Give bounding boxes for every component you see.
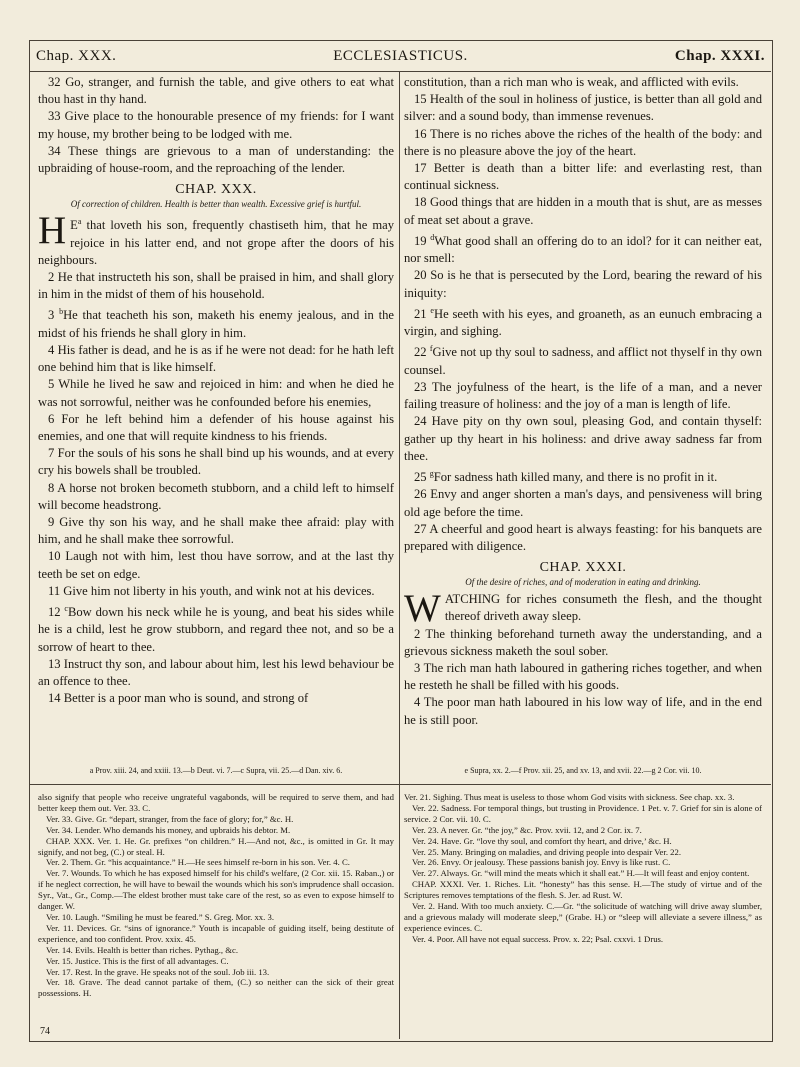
note-entry: Ver. 10. Laugh. “Smiling he must be feared.” S. Greg. Mor. xx. 3. (46, 911, 275, 922)
right-column (404, 74, 762, 754)
verse: 16 There is no riches above the riches of the health of the body: and there is no pleasure above the joy of the heart. (404, 126, 762, 158)
verse: 6 For he left behind him a defender of his house against his enemies, and one that will requite kindness to his friends. (38, 411, 394, 444)
note-entry: Ver. 33. Give. Gr. “depart, stranger, from the face of glory; for,” &c. H. (46, 813, 294, 824)
verse: 21 $^e$He seeth with his eyes, and groaneth, as an eunuch embracing a virgin, and sighing. (404, 305, 762, 339)
note-entry: Ver. 34. Lender. Who demands his money, and upbraids his debtor. M. (46, 824, 291, 835)
commentary-notes-left (38, 792, 394, 1028)
verse: 33 Give place to the honourable presence of my friends: for I want my house, my brother being to be lodged with me. (38, 109, 394, 141)
header-book-title: ECCLESIASTICUS. (333, 48, 468, 64)
verse: 15 Health of the soul in holiness of justice, is better than all gold and silver: and a sound body, than immense revenues. (404, 92, 762, 124)
column-divider (399, 71, 400, 1039)
note-entry: Ver. 18. Grave. The dead cannot partake of them, (C.) so neither can the sick of their great possessions. H. (38, 977, 394, 999)
drop-cap-h: H (38, 209, 67, 253)
chapter-summary-xxx: Of correction of children. Health is better than wealth. Excessive grief is hurtful. (70, 199, 362, 210)
left-verses-top (38, 74, 394, 177)
verse: 20 So is he that is persecuted by the Lord, bearing the reward of his iniquity: (404, 268, 762, 300)
right-verses (404, 91, 762, 555)
chapter-summary-xxxi: Of the desire of riches, and of moderation in eating and drinking. (465, 577, 701, 588)
note-entry: CHAP. XXX. Ver. 1. He. Gr. prefixes “on children.” H.—And not, &c., is omitted in Gr. It may signify, and not beg, (C.) or steal. H. (38, 835, 394, 857)
verse: 4 The poor man hath laboured in his low way of life, and in the end he is still poor. (404, 695, 762, 727)
header-left-chapter: Chap. XXX. (36, 48, 117, 64)
footnote-refs-left: a Prov. xiii. 24, and xxiii. 13.—b Deut. vi. 7.—c Supra, vii. 25.—d Dan. xiv. 6. (89, 766, 343, 775)
right-verses-xxxi (404, 626, 762, 729)
note-entry: Ver. 25. Many. Bringing on maladies, and driving people into despair Ver. 22. (412, 846, 682, 857)
left-verses (38, 269, 394, 707)
note-entry: Ver. 24. Have. Gr. “love thy soul, and comfort thy heart, and drive,’ &c. H. (412, 835, 672, 846)
note-entry: Ver. 2. Them. Gr. “his acquaintance.” H.—He sees himself re-born in his son. Ver. 4. C. (46, 857, 350, 868)
note-entry: CHAP. XXXI. Ver. 1. Riches. Lit. “honesty” has this sense. H.—The study of virtue and of the Scriptures removes temptations of the flesh. S. Jer. ad Rust. W. (404, 879, 762, 901)
verse: 2 The thinking beforehand turneth away the understanding, and a grievous sickness maketh the soul sober. (404, 626, 762, 658)
verse: 2 He that instructeth his son, shall be praised in him, and shall glory in him in the midst of them of his household. (38, 270, 394, 302)
note-entry: Ver. 17. Rest. In the grave. He speaks not of the soul. Job iii. 13. (46, 966, 270, 977)
verse: 13 Instruct thy son, and labour about him, lest his lewd behaviour be an offence to thee. (38, 656, 394, 689)
verse-1 (38, 209, 394, 269)
verse: 34 These things are grievous to a man of understanding: the upbraiding of house-room, and the reproaching of the lender. (38, 143, 394, 176)
verse: 11 Give him not liberty in his youth, and wink not at his devices. (48, 583, 375, 598)
verse: 9 Give thy son his way, and he shall make thee afraid: play with him, and he shall make thee sorrowful. (38, 515, 394, 547)
verse: 19 $^d$What good shall an offering do to an idol? for it can neither eat, nor smell: (404, 232, 762, 266)
verse: 23 The joyfulness of the heart, is the life of a man, and a never failing treasure of holiness: and the joy of a man is length of life. (404, 380, 762, 412)
verse: 24 Have pity on thy own soul, pleasing God, and contain thyself: gather up thy heart in his holiness: and drive away sadness far from thee. (404, 414, 762, 463)
note-entry: also signify that people who receive ungrateful vagabonds, will be required to serve them, and had better keep them out. Ver. 33. C. (38, 792, 394, 813)
header-right-chapter: Chap. XXXI. (674, 48, 765, 64)
verse: 4 His father is dead, and he is as if he were not dead: for he hath left one behind him that is like himself. (38, 343, 394, 375)
verse: 5 While he lived he saw and rejoiced in him: and when he died he was not sorrowful, neither was he confounded before his enemies, (38, 377, 394, 409)
verse: 25 $^g$For sadness hath killed many, and there is no profit in it. (414, 469, 718, 485)
notes-divider (30, 784, 771, 785)
verse: 17 Better is death than a bitter life: and everlasting rest, than continual sickness. (404, 161, 762, 193)
note-entry: Ver. 2. Hand. With too much anxiety. C.—Gr. “the solicitude of watching will drive away slumber, and a grievous malady will moderate sleep,” (Grabe. H.) or “sleep will alleviate a severe illness,” as experience evinces. C. (404, 901, 762, 933)
left-column (38, 74, 394, 754)
note-entry: Ver. 21. Sighing. Thus meat is useless to those whom God visits with sickness. See chap. xx. 3. (404, 792, 735, 802)
verse-1-text: $E^a$ that loveth his son, frequently chastiseth him, that he may rejoice in his latter end, and not grope after the doors of his neighbours. (38, 217, 394, 267)
note-entry: Ver. 4. Poor. All have not equal success. Prov. x. 22; Psal. cxxvi. 1 Drus. (412, 933, 664, 944)
page-number: 74 (40, 1026, 50, 1037)
note-entry: Ver. 14. Evils. Health is better than riches. Pythag., &c. (46, 944, 239, 955)
verse-1-xxxi (404, 587, 762, 631)
verse: 14 Better is a poor man who is sound, and strong of (48, 691, 309, 706)
chapter-title-xxx: CHAP. XXX. (175, 182, 257, 198)
verse: 3 The rich man hath laboured in gathering riches together, and when he resteth he shall be filled with his goods. (404, 661, 762, 693)
note-entry: Ver. 11. Devices. Gr. “sins of ignorance.” Youth is incapable of guiding itself, being destitute of experience, and too confident. Prov. xxix. 45. (38, 922, 394, 944)
drop-cap-w: W (404, 587, 441, 631)
verse: 3 $^b$He that teacheth his son, maketh his enemy jealous, and in the midst of his friends he shall glory in him. (38, 307, 394, 340)
verse: 18 Good things that are hidden in a mouth that is shut, are as messes of meat set about a grave. (404, 195, 762, 227)
verse: 32 Go, stranger, and furnish the table, and give others to eat what thou hast in thy hand. (38, 75, 394, 107)
commentary-notes-right (404, 792, 762, 1028)
verse: 12 $^c$Bow down his neck while he is young, and beat his sides while he is a child, lest he grow stubborn, and regard thee not, and so be a sorrow of heart to thee. (38, 604, 394, 654)
note-entry: Ver. 22. Sadness. For temporal things, but trusting in Providence. 1 Pet. v. 7. Grief for sin is alone of service. 2 Cor. vii. 10. C. (404, 802, 762, 824)
footnote-refs-right: e Supra, xx. 2.—f Prov. xii. 25, and xv. 13, and xvii. 22.—g 2 Cor. vii. 10. (464, 766, 702, 775)
verse: 27 A cheerful and good heart is always feasting: for his banquets are prepared with diligence. (404, 521, 762, 554)
note-entry: Ver. 7. Wounds. To which he has exposed himself for his child's welfare, (2 Cor. xii. 15. Raban.,) or if he neglect correction, he will have to bewail the wounds which his son's imprudence shall occasion. Syr., Vat., Gr., Comp.—The eldest brother must take care of the rest, so as even to expose himself to danger. W. (38, 868, 394, 912)
chapter-title-xxxi: CHAP. XXXI. (539, 560, 627, 576)
verse: 8 A horse not broken becometh stubborn, and a child left to himself will become headstrong. (38, 480, 394, 512)
note-entry: Ver. 26. Envy. Or jealousy. These passions banish joy. Envy is like rust. C. (412, 857, 671, 868)
verse: 7 For the souls of his sons he shall bind up his wounds, and at every cry his bowels shall be troubled. (38, 446, 394, 478)
note-entry: Ver. 15. Justice. This is the first of all advantages. C. (46, 955, 229, 966)
verse: 22 $^f$Give not up thy soul to sadness, and afflict not thyself in thy own counsel. (404, 344, 762, 377)
verse-1-xxxi-text: ATCHING for riches consumeth the flesh, and the thought thereof driveth away sleep. (444, 592, 762, 624)
verse: 10 Laugh not with him, lest thou have sorrow, and at the last thy teeth be set on edge. (38, 549, 394, 581)
note-entry: Ver. 27. Always. Gr. “will mind the meats which it shall eat.” H.—It will feast and enjoy content. (412, 868, 750, 879)
running-header (30, 41, 771, 72)
verse: 26 Envy and anger shorten a man's days, and pensiveness will bring old age before the time. (404, 487, 762, 519)
continuation-text: constitution, than a rich man who is weak, and afflicted with evils. (404, 75, 739, 89)
note-entry: Ver. 23. A never. Gr. “the joy,” &c. Prov. xvii. 12, and 2 Cor. ix. 7. (412, 824, 642, 835)
